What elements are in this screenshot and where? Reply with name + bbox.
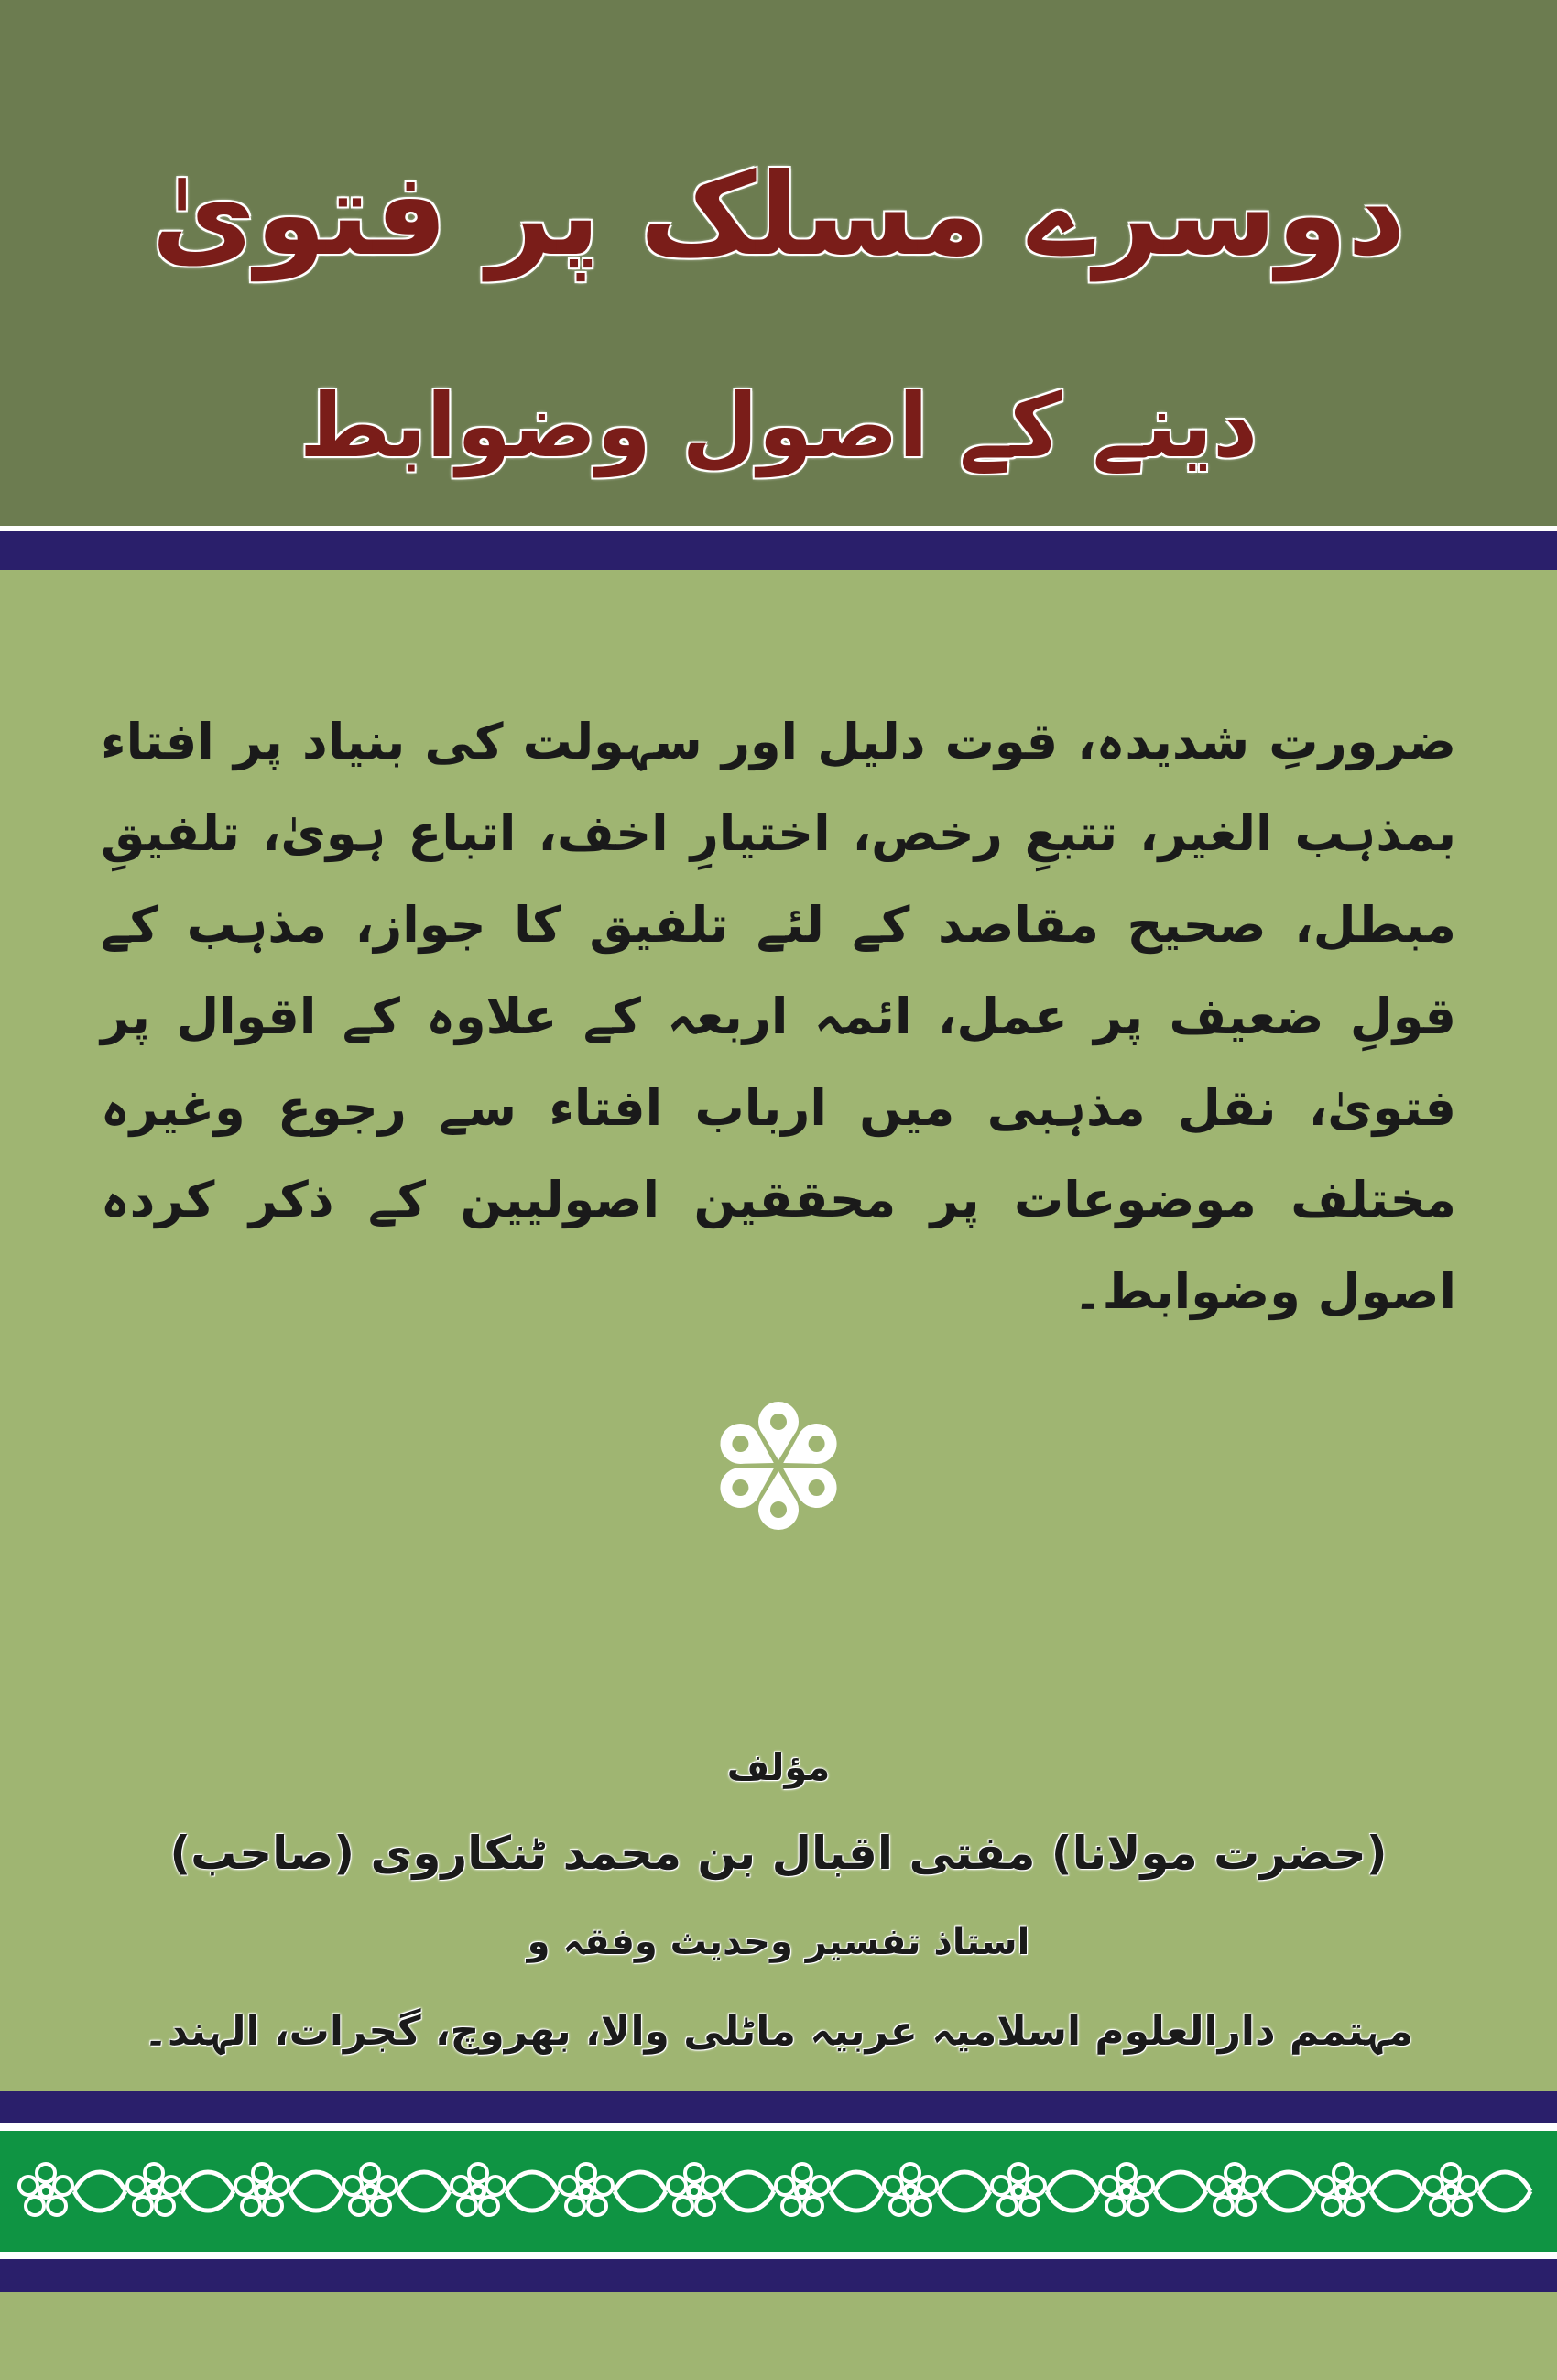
book-description: ضرورتِ شدیدہ، قوت دلیل اور سہولت کی بنیاد پر افتاء بمذہب الغیر، تتبعِ رخص، اختیارِ اخف، اتباع ہویٰ، تلفیقِ مبطل، صحیح مقاصد کے لئے تلفیق کا جواز، مذہب کے قولِ ضعیف پر عمل، ائمہ اربعہ کے علاوہ کے اقوال پر فتویٰ، نقل مذہبی میں ارباب افتاء سے رجوع وغیرہ مختلف موضوعات پر محققین اصولیین کے ذکر کردہ اصول وضوابط۔ — [101, 713, 1456, 1320]
border-flower-icon — [776, 2164, 829, 2215]
top-navy-band — [0, 531, 1557, 570]
bottom-navy-band-lower — [0, 2259, 1557, 2292]
border-flower-icon — [235, 2164, 289, 2215]
border-vine-icon — [1263, 2172, 1314, 2211]
border-vine-icon — [506, 2172, 558, 2211]
book-title: دوسرے مسلک پر فتویٰ — [151, 149, 1406, 281]
border-vine-icon — [398, 2172, 450, 2211]
border-vine-icon — [1479, 2172, 1530, 2211]
border-flower-icon — [668, 2164, 721, 2215]
border-flower-icon — [1100, 2164, 1153, 2215]
border-flower-icon — [884, 2164, 937, 2215]
author-label: مؤلف — [726, 1747, 831, 1789]
border-flower-icon — [343, 2164, 397, 2215]
border-vine-icon — [723, 2172, 774, 2211]
border-flower-icon — [127, 2164, 180, 2215]
border-vine-icon — [1047, 2172, 1098, 2211]
border-flower-icon — [560, 2164, 613, 2215]
border-vine-icon — [290, 2172, 342, 2211]
title-block — [0, 0, 1557, 526]
border-flower-icon — [1208, 2164, 1261, 2215]
author-role: استاذ تفسیر وحدیث وفقہ و — [527, 1921, 1030, 1963]
author-name: (حضرت مولانا) مفتی اقبال بن محمد ٹنکاروی (صاحب) — [169, 1827, 1388, 1880]
border-vine-icon — [939, 2172, 990, 2211]
border-vine-icon — [1155, 2172, 1206, 2211]
bottom-navy-band-upper — [0, 2091, 1557, 2123]
book-subtitle: دینے کے اصول وضوابط — [299, 375, 1258, 477]
bottom-white-line-upper — [0, 2123, 1557, 2131]
bottom-white-line-lower — [0, 2252, 1557, 2259]
border-vine-icon — [74, 2172, 125, 2211]
border-flower-icon — [1424, 2164, 1477, 2215]
border-flower-icon — [19, 2164, 72, 2215]
author-institution: مہتمم دارالعلوم اسلامیہ عربیہ ماٹلی والا، بھروچ، گجرات، الہند۔ — [144, 2008, 1413, 2055]
border-flower-icon — [992, 2164, 1045, 2215]
border-vine-icon — [615, 2172, 666, 2211]
border-vine-icon — [1371, 2172, 1422, 2211]
border-vine-icon — [831, 2172, 882, 2211]
border-flower-icon — [452, 2164, 505, 2215]
border-vine-icon — [182, 2172, 234, 2211]
border-flower-icon — [1316, 2164, 1369, 2215]
six-petal-flower-icon — [710, 1397, 847, 1534]
flower-vine-border — [0, 2131, 1557, 2252]
